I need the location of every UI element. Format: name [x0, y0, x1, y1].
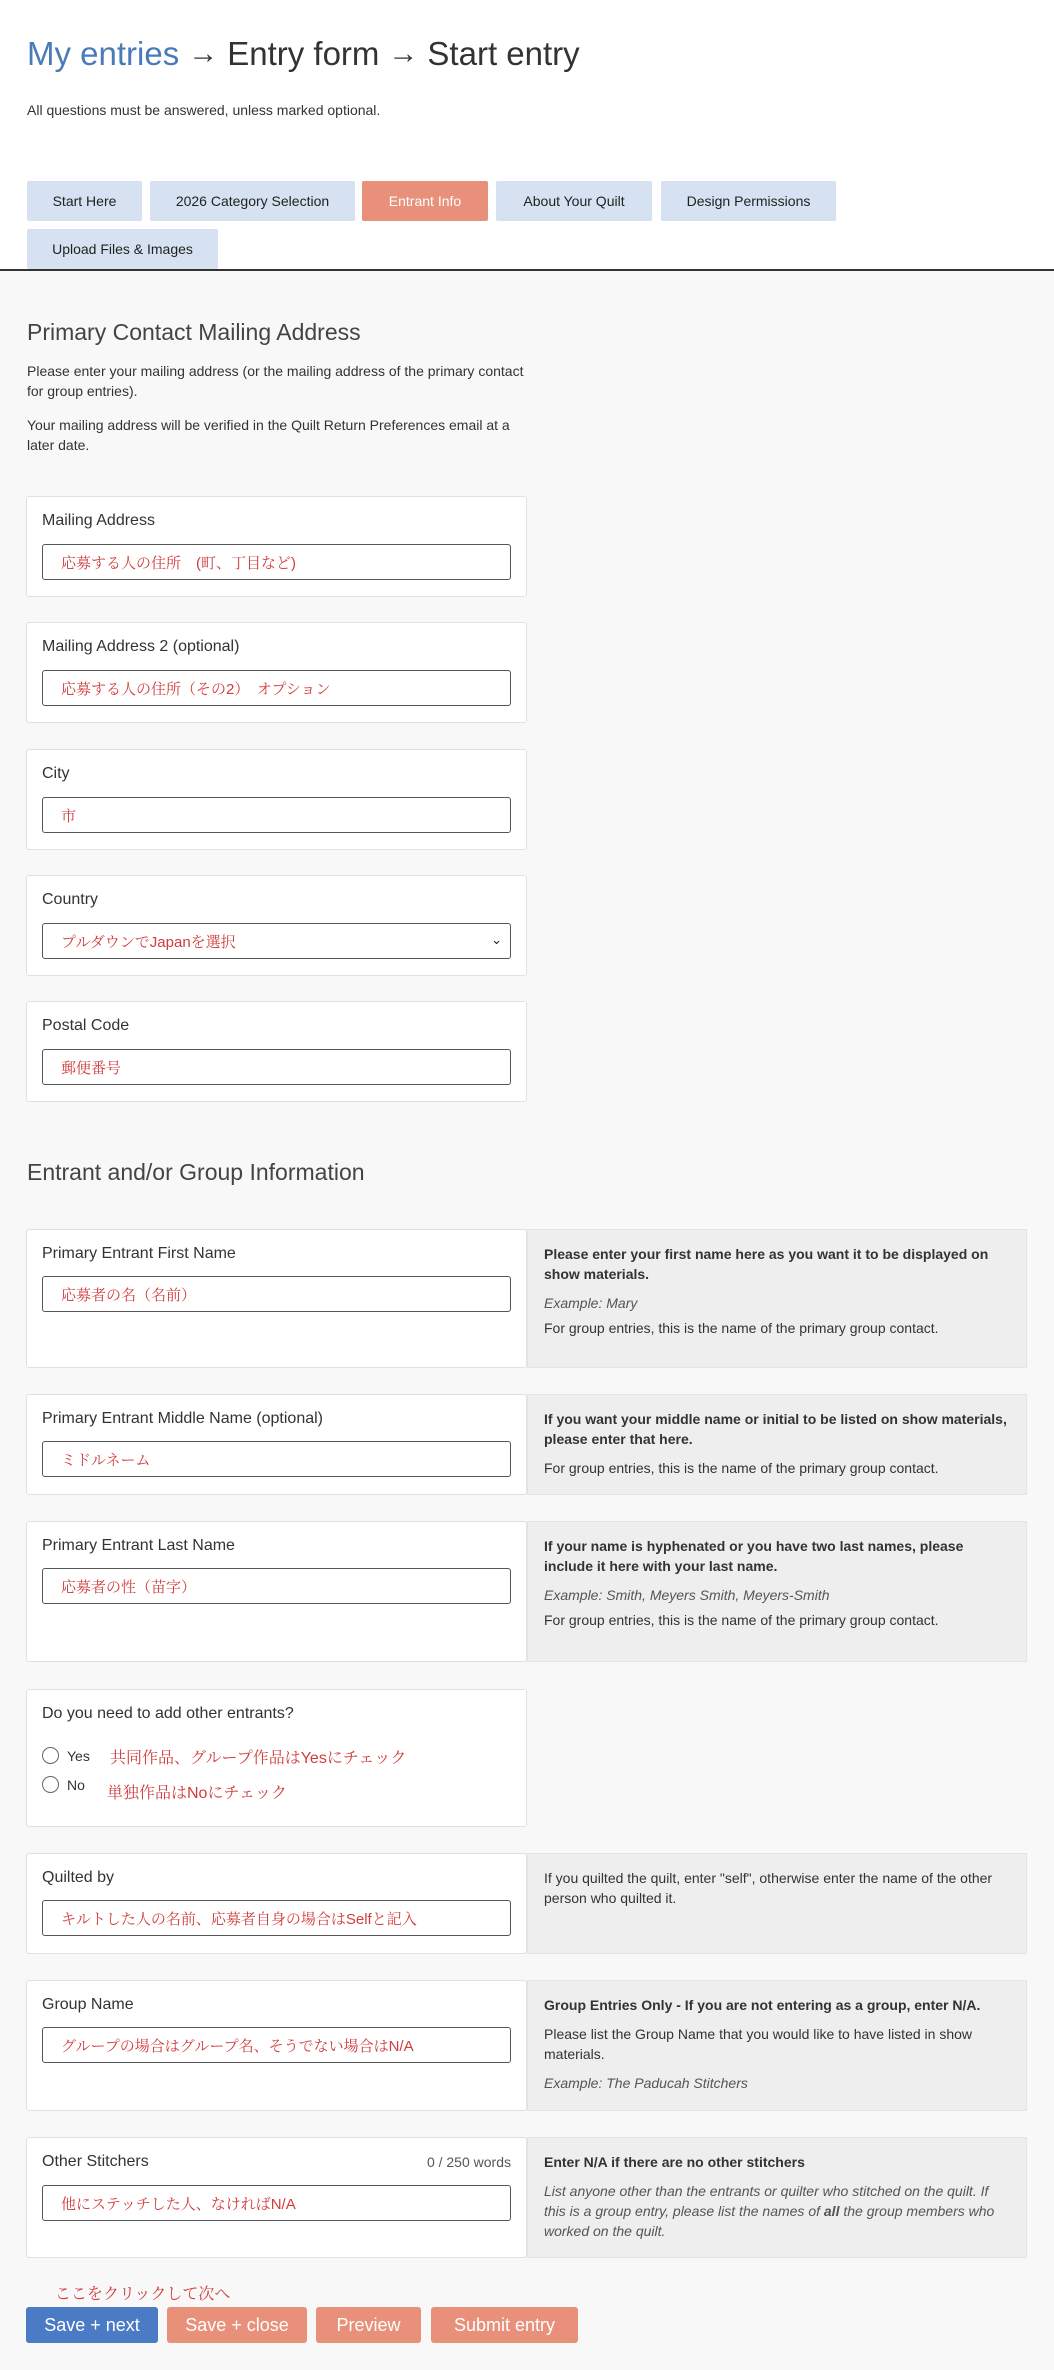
form-main	[0, 271, 1054, 2370]
field-city	[26, 749, 527, 850]
help-text-bold: If you want your middle name or initial to be listed on show materials, please enter that here.	[544, 1411, 1007, 1447]
mailing-address-input[interactable]: 応募する人の住所 (町、丁目など)	[42, 544, 511, 580]
first-name-input[interactable]: 応募者の名（名前）	[42, 1276, 511, 1312]
help-note	[544, 2181, 1010, 2241]
breadcrumb-entry-form: Entry form	[227, 35, 380, 72]
mailing-address-2-input[interactable]: 応募する人の住所（その2） オプション	[42, 670, 511, 706]
field-label: Mailing Address 2 (optional)	[42, 638, 240, 655]
country-select[interactable]	[42, 923, 511, 959]
annotation-yes: 共同作品、グループ作品はYesにチェック	[110, 1750, 407, 1767]
field-country	[26, 875, 527, 976]
submit-entry-button[interactable]: Submit entry	[431, 2307, 578, 2343]
help-note: If you quilted the quilt, enter "self", otherwise enter the name of the other person who quilted it.	[544, 1870, 993, 1906]
tab-about-your-quilt[interactable]: About Your Quilt	[496, 181, 652, 221]
field-label: Primary Entrant Last Name	[42, 1537, 235, 1554]
postal-code-input[interactable]: 郵便番号	[42, 1049, 511, 1085]
field-other-stitchers	[26, 2137, 527, 2258]
field-label: Do you need to add other entrants?	[42, 1705, 294, 1722]
tab-upload-files[interactable]: Upload Files & Images	[27, 229, 218, 269]
radio-no[interactable]	[42, 1776, 85, 1793]
field-postal-code	[26, 1001, 527, 1102]
tab-entrant-info[interactable]: Entrant Info	[362, 181, 488, 221]
field-label: Mailing Address	[42, 512, 155, 529]
radio-button[interactable]	[42, 1776, 59, 1793]
city-input[interactable]: 市	[42, 797, 511, 833]
help-example: Example: Mary	[544, 1295, 638, 1311]
help-example: Example: Smith, Meyers Smith, Meyers-Smith	[544, 1587, 830, 1603]
save-close-button[interactable]: Save + close	[167, 2307, 307, 2343]
help-note: For group entries, this is the name of the primary group contact.	[544, 1612, 939, 1628]
annotation-no: 単独作品はNoにチェック	[107, 1785, 287, 1802]
field-label: Country	[42, 891, 99, 908]
field-label: Quilted by	[42, 1869, 115, 1886]
last-name-input[interactable]: 応募者の性（苗字）	[42, 1568, 511, 1604]
breadcrumb	[27, 30, 1027, 78]
field-label: City	[42, 765, 70, 782]
breadcrumb-my-entries-link[interactable]: My entries	[27, 35, 180, 72]
field-label: Group Name	[42, 1996, 134, 2013]
tab-category-selection[interactable]: 2026 Category Selection	[150, 181, 355, 221]
help-note-part: List anyone other than the entrants or quilter who stitched on the quilt. If this is a group entry, please list the names of	[544, 2183, 989, 2219]
radio-button[interactable]	[42, 1747, 59, 1764]
radio-label: Yes	[67, 1747, 90, 1764]
field-last-name	[26, 1521, 527, 1662]
chevron-down-icon: ⌄	[491, 932, 502, 947]
help-quilted-by	[527, 1853, 1027, 1954]
intro-text: All questions must be answered, unless marked optional.	[27, 102, 381, 118]
help-example: Example: The Paducah Stitchers	[544, 2075, 748, 2091]
help-group-name	[527, 1980, 1027, 2111]
section-title-entrant: Entrant and/or Group Information	[27, 1159, 365, 1185]
help-note-part: the group members who worked on the quilt.	[544, 2203, 995, 2239]
help-text-bold: Group Entries Only - If you are not entering as a group, enter N/A.	[544, 1997, 981, 2013]
field-middle-name	[26, 1394, 527, 1495]
word-count: 0 / 250 words	[426, 2154, 511, 2170]
arrow-right-icon: →	[388, 37, 419, 70]
arrow-right-icon: →	[188, 37, 219, 70]
help-first-name	[527, 1229, 1027, 1368]
tab-design-permissions[interactable]: Design Permissions	[661, 181, 836, 221]
help-text-bold: Enter N/A if there are no other stitchers	[544, 2154, 805, 2170]
field-first-name	[26, 1229, 527, 1368]
radio-label: No	[67, 1776, 85, 1793]
country-select-value: プルダウンでJapanを選択	[61, 933, 236, 951]
help-last-name	[527, 1521, 1027, 1662]
help-text-bold: Please enter your first name here as you want it to be displayed on show materials.	[544, 1246, 989, 1282]
field-mailing-address	[26, 496, 527, 597]
field-label: Other Stitchers	[42, 2153, 149, 2170]
help-note-emphasis: all	[823, 2203, 840, 2219]
field-label: Postal Code	[42, 1017, 130, 1034]
quilted-by-input[interactable]: キルトした人の名前、応募者自身の場合はSelfと記入	[42, 1900, 511, 1936]
annotation-next: ここをクリックして次へ	[55, 2286, 231, 2303]
help-middle-name	[527, 1394, 1027, 1495]
preview-button[interactable]: Preview	[316, 2307, 421, 2343]
field-group-name	[26, 1980, 527, 2111]
section-title-mailing: Primary Contact Mailing Address	[27, 319, 361, 345]
help-note: For group entries, this is the name of the primary group contact.	[544, 1320, 939, 1336]
field-label: Primary Entrant First Name	[42, 1245, 236, 1262]
other-stitchers-input[interactable]: 他にステッチした人、なければN/A	[42, 2185, 511, 2221]
breadcrumb-start-entry: Start entry	[427, 35, 580, 72]
help-note: Please list the Group Name that you would like to have listed in show materials.	[544, 2026, 973, 2062]
section-description: Please enter your mailing address (or the mailing address of the primary contact for group entries).	[27, 363, 524, 399]
middle-name-input[interactable]: ミドルネーム	[42, 1441, 511, 1477]
save-next-button[interactable]: Save + next	[26, 2307, 158, 2343]
field-label: Primary Entrant Middle Name (optional)	[42, 1410, 323, 1427]
field-quilted-by	[26, 1853, 527, 1954]
help-note: For group entries, this is the name of the primary group contact.	[544, 1460, 939, 1476]
help-text-bold: If your name is hyphenated or you have two last names, please include it here with your last name.	[544, 1538, 964, 1574]
field-other-entrants	[26, 1689, 527, 1827]
field-mailing-address-2	[26, 622, 527, 723]
tab-start-here[interactable]: Start Here	[27, 181, 142, 221]
help-other-stitchers	[527, 2137, 1027, 2258]
page-header	[0, 0, 1054, 271]
group-name-input[interactable]: グループの場合はグループ名、そうでない場合はN/A	[42, 2027, 511, 2063]
section-note: Your mailing address will be verified in the Quilt Return Preferences email at a later date.	[27, 417, 510, 453]
radio-yes[interactable]	[42, 1747, 90, 1764]
